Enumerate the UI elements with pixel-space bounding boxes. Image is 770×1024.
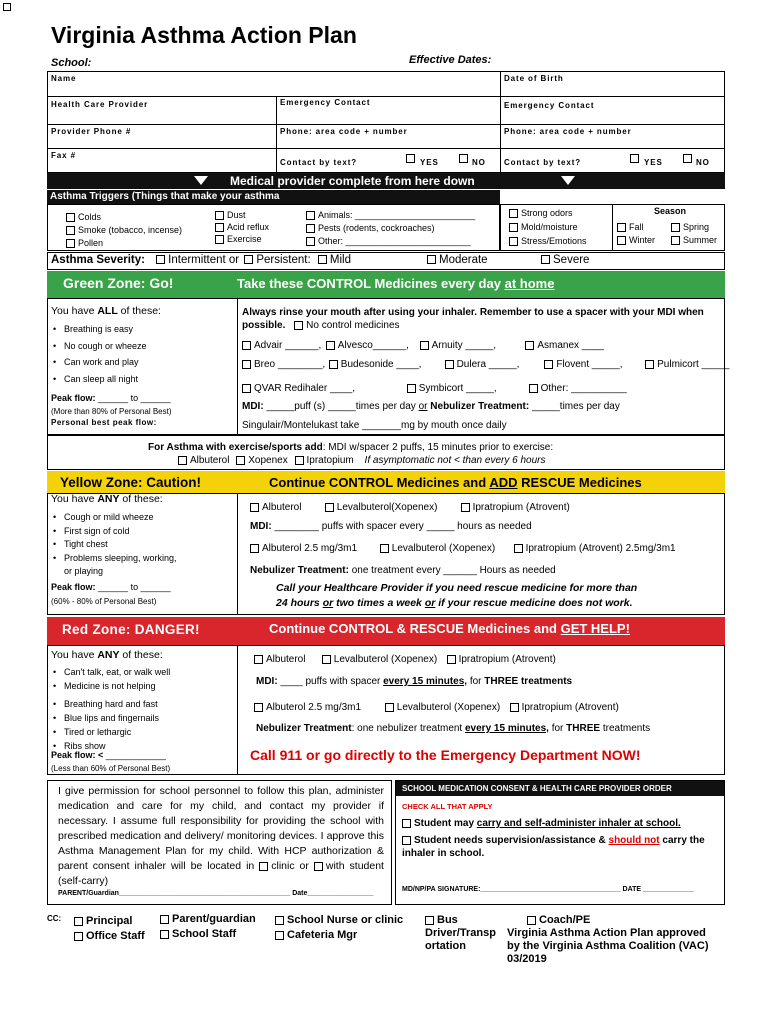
cc-coach — [507, 914, 708, 966]
list-item: • First sign of cold — [50, 525, 180, 539]
provider-signature[interactable]: MD/NP/PA SIGNATURE:____________________________________ DATE _____________ — [402, 886, 694, 893]
list-item: • Blue lips and fingernails — [50, 711, 170, 725]
severity-moderate[interactable]: Moderate — [427, 254, 488, 266]
order-self-carry[interactable]: Student may carry and self-administer inhaler at school. — [402, 818, 681, 829]
red-have: You have ANY of these: — [51, 649, 163, 661]
trigger-animals[interactable]: Animals: ________________________ — [306, 209, 475, 222]
text1-yes-checkbox[interactable] — [406, 154, 415, 163]
text2-yes-label: YES — [644, 158, 663, 167]
exercise-options: Albuterol Xopenex Ipratopium If asymptomatic not < than every 6 hours — [178, 455, 545, 466]
green-mdi[interactable]: MDI: _____puff (s) _____times per day or Nebulizer Treatment: _____times per day — [242, 401, 620, 412]
cc-col-2 — [160, 912, 256, 942]
list-item: • Medicine is not helping — [50, 679, 170, 693]
yellow-row-2 — [250, 543, 676, 554]
emergency-contact-1[interactable]: Emergency Contact — [280, 98, 371, 107]
text2-no-label: NO — [696, 158, 710, 167]
text2-no-checkbox[interactable] — [683, 154, 692, 163]
provider-bar-label: Medical provider complete from here down — [230, 174, 475, 188]
phone-field-1[interactable]: Phone: area code + number — [280, 127, 408, 136]
season-heading: Season — [654, 206, 687, 216]
season-fall[interactable]: Fall — [617, 222, 671, 232]
list-item: • Can work and play — [50, 354, 147, 371]
approval-line-1: Virginia Asthma Action Plan approved — [507, 927, 706, 939]
trigger-acid-reflux[interactable]: Acid reflux — [215, 221, 269, 233]
green-zone-header: Take these CONTROL Medicines every day at home — [237, 276, 555, 291]
green-rinse: Always rinse your mouth after using your inhaler. Remember to use a spacer with your MDI when possible. No control medicines — [242, 307, 704, 331]
yellow-symptoms — [50, 511, 180, 579]
yellow-ipratropium[interactable]: Ipratropium (Atrovent) — [461, 502, 570, 513]
trigger-pests[interactable]: Pests (rodents, cockroaches) — [306, 222, 475, 235]
down-arrow-icon-right — [561, 176, 575, 185]
severity-line: Asthma Severity: Intermittent or Persistent: Mild — [51, 254, 351, 266]
green-row-3 — [242, 383, 627, 394]
yellow-call-2: 24 hours or two times a week or if your rescue medicine does not work. — [276, 597, 633, 609]
trigger-other[interactable]: Other: _________________________ — [306, 235, 475, 248]
list-item: • Tired or lethargic — [50, 725, 170, 739]
yellow-row-1 — [250, 502, 570, 513]
green-percent: (More than 80% of Personal Best) — [51, 407, 172, 416]
list-item: • No cough or wheeze — [50, 338, 147, 355]
list-item: • Tight chest — [50, 538, 180, 552]
severity-persistent[interactable]: Persistent: — [244, 254, 310, 266]
corner-checkbox[interactable] — [3, 3, 11, 11]
no-control-checkbox[interactable]: No control medicines — [294, 320, 399, 331]
red-albuterol-neb[interactable]: Albuterol 2.5 mg/3m1 — [254, 702, 382, 713]
green-row-2 — [242, 359, 729, 370]
season-summer[interactable]: Summer — [671, 235, 717, 245]
yellow-ipratropium-neb[interactable]: Ipratropium (Atrovent) 2.5mg/3m1 — [514, 543, 676, 554]
med-arnuity[interactable]: Arnuity _____, — [420, 340, 523, 351]
text1-yes-label: YES — [420, 158, 439, 167]
order-header: SCHOOL MEDICATION CONSENT & HEALTH CARE PROVIDER ORDER — [402, 784, 672, 793]
severity-severe[interactable]: Severe — [541, 254, 589, 266]
cc-school-staff[interactable]: School Staff — [160, 927, 256, 942]
text2-yes-checkbox[interactable] — [630, 154, 639, 163]
season-winter[interactable]: Winter — [617, 235, 671, 245]
med-dulera[interactable]: Dulera _____, — [445, 359, 542, 370]
green-peak-flow[interactable]: Peak flow: ______ to ______ — [51, 393, 171, 403]
yellow-zone-label: Yellow Zone: Caution! — [60, 475, 201, 490]
med-other[interactable]: Other: __________ — [529, 383, 627, 394]
call-911: Call 911 or go directly to the Emergency Department NOW! — [250, 747, 641, 763]
yellow-neb[interactable]: Nebulizer Treatment: one treatment every ______ Hours as needed — [250, 565, 556, 576]
trigger-pollen[interactable]: Pollen — [66, 237, 182, 250]
exercise-xopenex[interactable]: Xopenex — [236, 455, 287, 466]
med-breo[interactable]: Breo ________, — [242, 359, 326, 370]
green-row-1 — [242, 340, 604, 351]
effective-dates-label: Effective Dates: — [409, 54, 492, 66]
green-best[interactable]: Personal best peak flow: — [51, 418, 157, 427]
down-arrow-icon-left — [194, 176, 208, 185]
cc-col-1 — [74, 914, 145, 944]
text1-no-checkbox[interactable] — [459, 154, 468, 163]
yellow-levalbuterol[interactable]: Levalbuterol(Xopenex) — [325, 502, 458, 513]
phone-field-2[interactable]: Phone: area code + number — [504, 127, 632, 136]
approval-line-2: by the Virginia Asthma Coalition (VAC) — [507, 940, 709, 952]
yellow-peak-flow[interactable]: Peak flow: ______ to ______ — [51, 582, 171, 592]
cc-cafeteria[interactable]: Cafeteria Mgr — [275, 928, 403, 943]
cc-col-3 — [275, 913, 403, 943]
consent-clinic[interactable]: clinic or — [259, 860, 309, 872]
yellow-have: You have ANY of these: — [51, 493, 163, 505]
provider-field[interactable]: Health Care Provider — [51, 100, 149, 109]
triggers-heading: Asthma Triggers (Things that make your asthma — [50, 191, 280, 202]
list-item: • Breathing hard and fast — [50, 697, 170, 711]
parent-signature[interactable]: PARENT/Guardian____________________________________________ Date_________________ — [58, 890, 374, 897]
dob-field[interactable]: Date of Birth — [504, 74, 564, 83]
text-contact-1: Contact by text? — [280, 158, 358, 167]
trigger-col-4 — [509, 206, 587, 248]
red-row-2 — [254, 702, 619, 713]
trigger-mold[interactable]: Mold/moisture — [509, 220, 587, 234]
fax-field[interactable]: Fax # — [51, 151, 76, 160]
trigger-colds[interactable]: Colds — [66, 211, 182, 224]
green-have: You have ALL of these: — [51, 305, 161, 317]
trigger-dust[interactable]: Dust — [215, 209, 269, 221]
med-budesonide[interactable]: Budesonide ____, — [329, 359, 442, 370]
severity-mild[interactable]: Mild — [318, 254, 351, 266]
med-qvar[interactable]: QVAR Redihaler ____, — [242, 383, 404, 394]
cc-office[interactable]: Office Staff — [74, 929, 145, 944]
list-item: • Can't talk, eat, or walk well — [50, 665, 170, 679]
trigger-col-1 — [66, 211, 182, 250]
trigger-exercise[interactable]: Exercise — [215, 233, 269, 245]
med-alvesco[interactable]: Alvesco______, — [326, 340, 417, 351]
season-options — [617, 221, 717, 247]
list-item: • Breathing is easy — [50, 321, 147, 338]
red-row-1 — [254, 654, 556, 665]
text-contact-2: Contact by text? — [504, 158, 582, 167]
severity-intermittent[interactable]: Intermittent — [156, 254, 226, 266]
med-asmanex[interactable]: Asmanex ____ — [525, 340, 604, 351]
cc-bus[interactable]: Bus Driver/Transp ortation — [425, 914, 496, 952]
yellow-levalbuterol-neb[interactable]: Levalbuterol (Xopenex) — [380, 543, 511, 554]
green-zone-label: Green Zone: Go! — [63, 275, 174, 291]
page-title: Virginia Asthma Action Plan — [51, 22, 357, 48]
red-albuterol[interactable]: Albuterol — [254, 654, 319, 665]
med-flovent[interactable]: Flovent _____, — [544, 359, 642, 370]
check-all: CHECK ALL THAT APPLY — [402, 802, 493, 811]
consent-text: I give permission for school personnel to follow this plan, administer medication and care for my child, and contact my provider if necessary. I assume full responsibility for providing the school with prescribed medication and delivery/ monitoring devices. I approve this Asthma Management Plan for my child. With HCP authorization & parent consent inhaler will be located in clinic or with student (self-carry) — [58, 785, 384, 887]
green-symptoms — [50, 321, 147, 387]
red-neb[interactable]: Nebulizer Treatment: one nebulizer treatment every 15 minutes, for THREE treatments — [256, 723, 651, 734]
med-pulmicort[interactable]: Pulmicort _____ — [645, 359, 729, 370]
exercise-line: For Asthma with exercise/sports add: MDI w/spacer 2 puffs, 15 minutes prior to exercise: — [148, 442, 554, 453]
provider-phone-field[interactable]: Provider Phone # — [51, 127, 132, 136]
exercise-albuterol[interactable]: Albuterol — [178, 455, 229, 466]
yellow-albuterol[interactable]: Albuterol — [250, 502, 322, 513]
approval-date: 03/2019 — [507, 953, 547, 965]
red-peak-flow[interactable]: Peak flow: < ____________ — [51, 750, 166, 760]
red-levalbuterol-neb[interactable]: Levalbuterol (Xopenex) — [385, 702, 507, 713]
list-item: • Ribs show — [50, 739, 170, 753]
list-item: • Cough or mild wheeze — [50, 511, 180, 525]
red-ipratropium[interactable]: Ipratropium (Atrovent) — [447, 654, 556, 665]
emergency-contact-2[interactable]: Emergency Contact — [504, 101, 595, 110]
yellow-zone-header: Continue CONTROL Medicines and ADD RESCUE Medicines — [269, 475, 642, 490]
med-advair[interactable]: Advair ______, — [242, 340, 323, 351]
cc-coach-checkbox[interactable]: Coach/PE — [507, 914, 708, 927]
trigger-stress[interactable]: Stress/Emotions — [509, 234, 587, 248]
red-zone-label: Red Zone: DANGER! — [62, 622, 200, 637]
yellow-percent: (60% - 80% of Personal Best) — [51, 597, 157, 606]
exercise-ipratopium[interactable]: Ipratopium — [295, 455, 354, 466]
trigger-strong-odors[interactable]: Strong odors — [509, 206, 587, 220]
green-singulair[interactable]: Singulair/Montelukast take _______mg by mouth once daily — [242, 420, 507, 431]
yellow-call-1: Call your Healthcare Provider if you need rescue medicine for more than — [276, 582, 638, 594]
cc-nurse[interactable]: School Nurse or clinic — [275, 913, 403, 928]
yellow-albuterol-neb[interactable]: Albuterol 2.5 mg/3m1 — [250, 543, 377, 554]
red-percent: (Less than 60% of Personal Best) — [51, 764, 171, 773]
text1-no-label: NO — [472, 158, 486, 167]
school-label: School: — [51, 57, 92, 69]
list-item: • Problems sleeping, working, or playing — [50, 552, 180, 579]
red-levalbuterol[interactable]: Levalbuterol (Xopenex) — [322, 654, 444, 665]
red-mdi[interactable]: MDI: ____ puffs with spacer every 15 minutes, for THREE treatments — [256, 676, 573, 687]
contact-grid — [47, 71, 725, 173]
red-zone-header: Continue CONTROL & RESCUE Medicines and GET HELP! — [269, 621, 630, 636]
cc-label: CC: — [47, 914, 62, 923]
trigger-col-3 — [306, 209, 475, 248]
consent-student[interactable]: with student (self-carry) — [58, 860, 384, 887]
med-symbicort[interactable]: Symbicort _____, — [407, 383, 526, 394]
season-spring[interactable]: Spring — [671, 222, 709, 232]
cc-principal[interactable]: Principal — [74, 914, 145, 929]
red-symptoms — [50, 665, 170, 754]
list-item: • Can sleep all night — [50, 371, 147, 388]
trigger-col-2 — [215, 209, 269, 245]
yellow-mdi[interactable]: MDI: ________ puffs with spacer every _____ hours as needed — [250, 521, 532, 532]
order-supervision[interactable]: Student needs supervision/assistance & should not carry the inhaler in school. — [402, 835, 705, 859]
trigger-smoke[interactable]: Smoke (tobacco, incense) — [66, 224, 182, 237]
red-ipratropium-neb[interactable]: Ipratropium (Atrovent) — [510, 702, 619, 713]
cc-parent[interactable]: Parent/guardian — [160, 912, 256, 927]
name-field[interactable]: Name — [51, 74, 77, 83]
